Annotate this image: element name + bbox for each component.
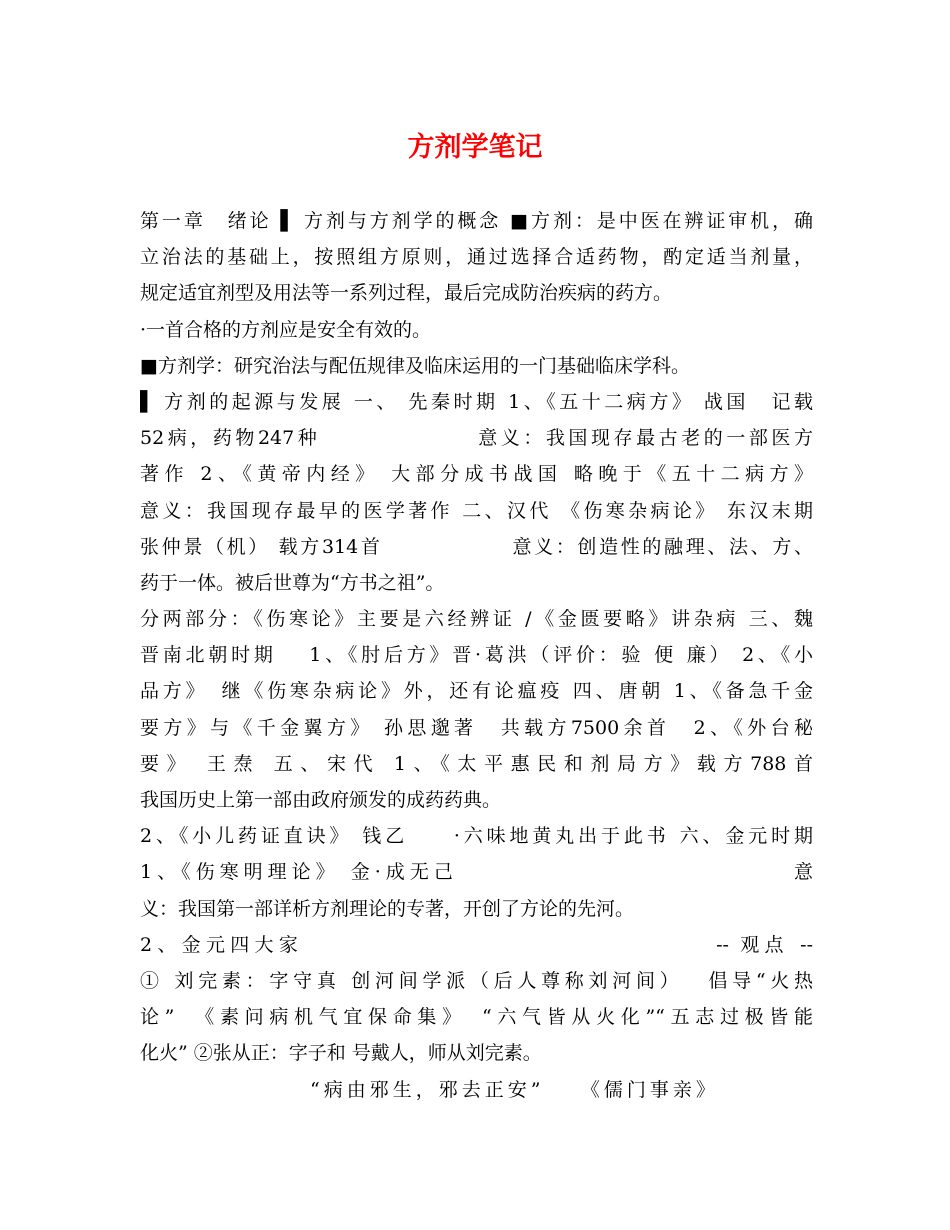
text-line: 晋南北朝时期 1、《肘后方》晋·葛洪（评价：验 便 廉） 2、《小 [140, 644, 813, 667]
text-line: 化火” ②张从正：字子和 号戴人，师从刘完素。 [140, 1042, 542, 1065]
text-line: 我国历史上第一部由政府颁发的成药药典。 [140, 789, 502, 811]
document-body [140, 203, 813, 1108]
text-line: 立治法的基础上，按照组方原则，通过选择合适药物，酌定适当剂量， [140, 246, 813, 269]
text-line: ■方剂学：研究治法与配伍规律及临床运用的一门基础临床学科。 [140, 354, 690, 377]
text-line: 52病，药物247种 意义：我国现存最古老的一部医方 [140, 427, 813, 450]
text-line: 张仲景（机） 载方314首 意义：创造性的融理、法、方、 [140, 535, 813, 558]
text-line: 著作 2、《黄帝内经》 大部分成书战国 略晚于《五十二病方》 [140, 463, 813, 486]
text-line: ▌ 方剂的起源与发展 一、 先秦时期 1、《五十二病方》 战国 记载 [140, 390, 813, 413]
text-line: 品方》 继《伤寒杂病论》外，还有论瘟疫 四、唐朝 1、《备急千金 [140, 680, 813, 703]
text-line: 要》 王焘 五、宋代 1、《太平惠民和剂局方》载方788首 [140, 752, 813, 775]
text-line: 2、金元四大家 -- 观点 -- [140, 933, 813, 956]
text-line: 意义：我国现存最早的医学著作 二、汉代 《伤寒杂病论》 东汉末期 [140, 499, 813, 522]
text-line: “病由邪生，邪去正安” 《儒门事亲》 [310, 1078, 719, 1101]
text-line: 1、《伤寒明理论》 金·成无己 意 [140, 861, 813, 884]
text-line: 第一章 绪论 ▌ 方剂与方剂学的概念 ■方剂：是中医在辨证审机，确 [140, 210, 813, 232]
text-line: 义：我国第一部详析方剂理论的专著，开创了方论的先河。 [140, 897, 635, 920]
text-line: 要方》与《千金翼方》 孙思邈著 共载方7500余首 2、《外台秘 [140, 716, 813, 739]
text-line: ① 刘完素：字守真 创河间学派（后人尊称刘河间） 倡导“火热 [140, 969, 813, 992]
text-line: 分两部分：《伤寒论》主要是六经辨证 /《金匮要略》讲杂病 三、魏 [140, 608, 813, 631]
text-line: 药于一体。被后世尊为“方书之祖”。 [140, 571, 445, 594]
text-line: 规定适宜剂型及用法等一系列过程，最后完成防治疾病的药方。 [140, 282, 673, 305]
text-line: 论” 《素问病机气宜保命集》 “六气皆从火化”“五志过极皆能 [140, 1006, 813, 1029]
text-line: ·一首合格的方剂应是安全有效的。 [140, 318, 432, 341]
text-line: 2、《小儿药证直诀》 钱乙 ·六味地黄丸出于此书 六、金元时期 [140, 825, 813, 848]
document-title: 方剂学笔记 [407, 132, 543, 163]
